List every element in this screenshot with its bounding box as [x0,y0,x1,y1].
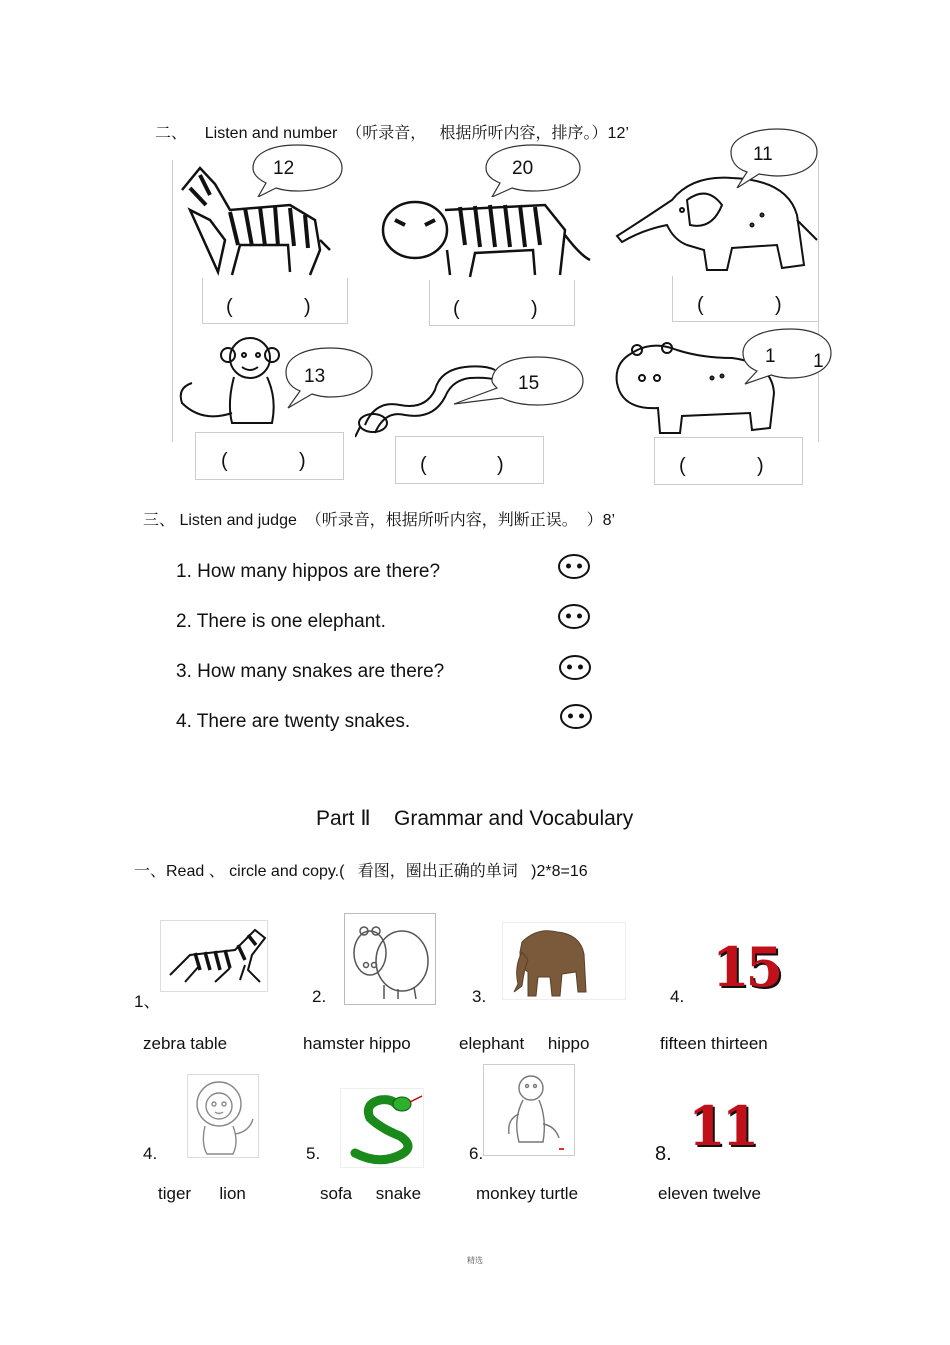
bubble-number: 1 [813,351,824,372]
item-number: 5. [306,1144,321,1163]
word-choices[interactable]: eleven twelve [658,1184,762,1203]
answer-box[interactable] [202,278,348,324]
item-number: 1、 [134,992,161,1011]
section-3-heading: 三、 Listen and judge （听录音，根据所听内容，判断正误。 ）8’ [143,512,616,529]
item-number: 2. [312,987,327,1006]
word-choices[interactable]: fifteen thirteen [660,1034,768,1053]
hippo-picture [344,913,436,1005]
big-number-15: 15 [712,935,780,999]
paren-open: ( [221,450,228,472]
paren-close: ) [531,298,538,320]
word-choices[interactable]: zebra table [143,1034,228,1053]
monkey-image [172,333,292,433]
footer-text: 精选 [467,1256,483,1265]
part-2-subheading: 一、Read 、 circle and copy.( 看图，圈出正确的单词 )2*8=16 [134,863,588,880]
judge-question: 2. There is one elephant. [176,611,386,632]
lion-picture [187,1074,259,1158]
judge-question: 3. How many snakes are there? [176,661,445,682]
face-icon[interactable] [559,655,591,680]
item-number: 4. [143,1144,158,1163]
snake-picture [340,1088,424,1168]
answer-box[interactable] [195,432,344,480]
item-number: 6. [469,1144,484,1163]
word-choices[interactable]: sofa snake [320,1184,422,1203]
monkey-picture [483,1064,575,1156]
tiger-image [375,185,595,285]
word-choices[interactable]: hamster hippo [303,1034,411,1053]
bubble-number: 11 [753,144,773,165]
paren-open: ( [420,454,427,476]
section-2-heading: 二、 Listen and number （听录音， 根据所听内容，排序。）12’ [155,125,629,142]
bubble-number: 13 [304,366,326,387]
answer-box[interactable] [395,436,544,484]
paren-open: ( [697,294,704,316]
answer-box[interactable] [672,276,819,322]
word-choices[interactable]: monkey turtle [476,1184,579,1203]
face-icon[interactable] [560,704,592,729]
judge-question: 4. There are twenty snakes. [176,711,411,732]
item-number: 8. [655,1143,672,1165]
bubble-number: 20 [512,158,534,179]
face-icon[interactable] [558,604,590,629]
paren-close: ) [757,455,764,477]
speech-bubble [250,142,345,197]
paren-close: ) [304,296,311,318]
answer-box[interactable] [654,437,803,485]
word-choices[interactable]: tiger lion [158,1184,246,1203]
paren-open: ( [226,296,233,318]
paren-close: ) [299,450,306,472]
zebra-picture [160,920,268,992]
judge-question: 1. How many hippos are there? [176,561,441,582]
bubble-number: 15 [518,373,540,394]
paren-open: ( [679,455,686,477]
item-number: 4. [670,987,685,1006]
answer-box[interactable] [429,280,575,326]
big-number-11: 11 [688,1094,756,1158]
paren-close: ) [497,454,504,476]
face-icon[interactable] [558,554,590,579]
elephant-picture [502,922,626,1000]
bubble-number: 1 [765,346,776,367]
item-number: 3. [472,987,487,1006]
paren-open: ( [453,298,460,320]
word-choices[interactable]: elephant hippo [459,1034,590,1053]
part-2-title: Part Ⅱ Grammar and Vocabulary [316,807,634,830]
paren-close: ) [775,294,782,316]
bubble-number: 12 [273,158,295,179]
